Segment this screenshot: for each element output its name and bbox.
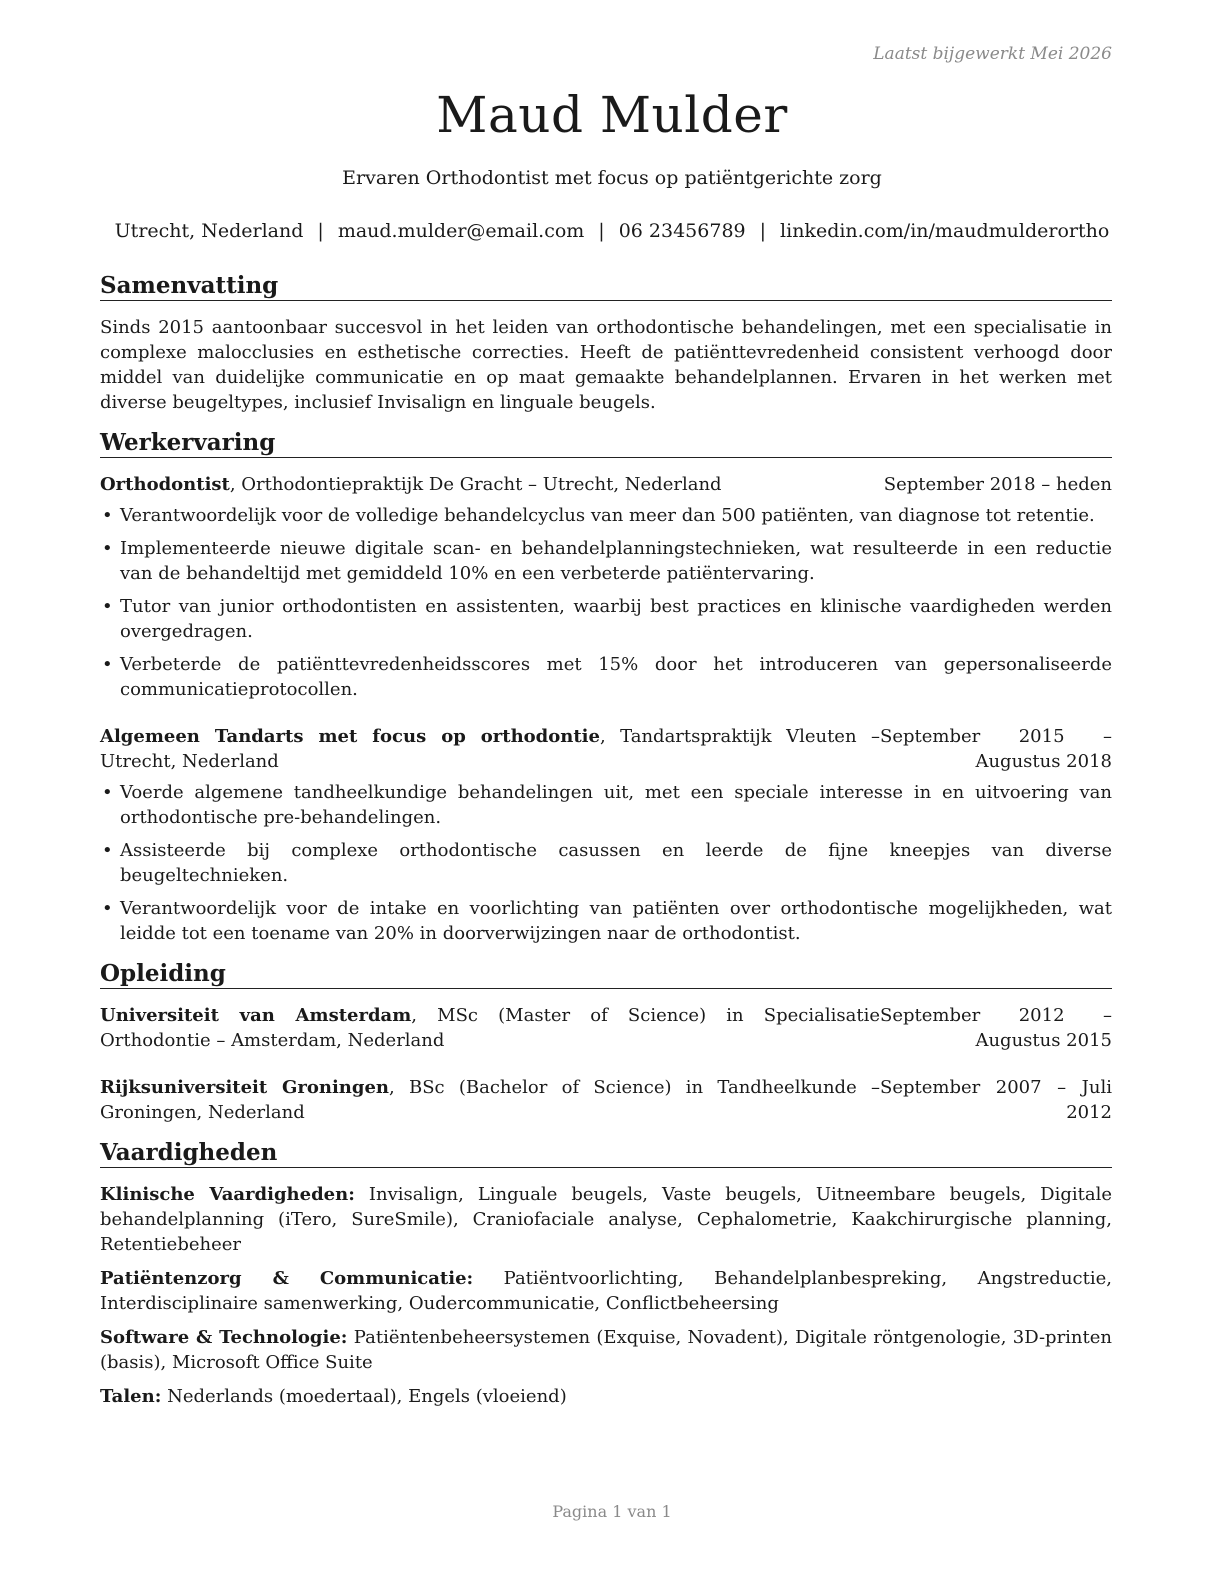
skill-text: Patiëntenbeheersystemen (Exquise, Novadent), Digitale röntgenologie, 3D-printen (basis), Microsoft Office Suite (100, 1327, 1113, 1373)
skill-label: Software & Technologie: (100, 1327, 348, 1348)
bullet-icon: • (102, 596, 113, 617)
list-item: • Implementeerde nieuwe digitale scan- en behandelplanningstechnieken, wat resulteerde in een reductie van de behandeltijd met gemiddeld 10% en een verbeterde patiëntervaring. (102, 538, 1112, 584)
last-updated: Laatst bijgewerkt Mei 2026 (873, 44, 1112, 64)
list-item: • Verantwoordelijk voor de intake en voorlichting van patiënten over orthodontische mogelijkheden, wat leidde tot een toename van 20% in doorverwijzingen naar de orthodontist. (102, 898, 1112, 944)
job-header (100, 724, 1112, 774)
job-entry (100, 472, 1112, 702)
skill-row (100, 1384, 1112, 1409)
job-role: Orthodontist (100, 474, 230, 495)
experience-section (100, 429, 1112, 946)
candidate-name: Maud Mulder (436, 86, 788, 144)
education-section (100, 960, 1112, 1125)
job-entry (100, 724, 1112, 946)
skill-label: Patiëntenzorg & Communicatie: (100, 1268, 474, 1289)
education-dates: September 2007 – Juli 2012 (880, 1077, 1112, 1123)
bullet-icon: • (102, 840, 113, 861)
list-item: • Tutor van junior orthodontisten en assistenten, waarbij best practices en klinische vaardigheden werden overgedragen. (102, 596, 1112, 642)
job-organization: , Tandartspraktijk Vleuten – Utrecht, Nederland (100, 726, 880, 772)
summary-text: Sinds 2015 aantoonbaar succesvol in het leiden van orthodontische behandelingen, met een specialisatie in complexe malocclusies en esthetische correcties. Heeft de patiënttevredenheid consistent verhoogd door middel van duidelijke communicatie en op maat gemaakte behandelplannen. Ervaren in het werken met diverse beugeltypes, inclusief Invisalign en linguale beugels. (100, 317, 1112, 413)
contact-email[interactable]: maud.mulder@email.com (337, 220, 585, 242)
list-item: • Assisteerde bij complexe orthodontische casussen en leerde de fijne kneepjes van diverse beugeltechnieken. (102, 840, 1112, 886)
bullet-icon: • (102, 782, 113, 803)
job-bullets (100, 780, 1112, 946)
job-bullets (100, 503, 1112, 702)
section-title: Werkervaring (100, 429, 1112, 458)
skill-label: Talen: (100, 1386, 162, 1407)
list-item: • Verantwoordelijk voor de volledige behandelcyclus van meer dan 500 patiënten, van diagnose tot retentie. (102, 505, 1095, 526)
page-number: Pagina 1 van 1 (552, 1502, 672, 1521)
contact-separator: | (598, 220, 605, 242)
section-title: Vaardigheden (100, 1139, 1112, 1168)
contact-separator: | (759, 220, 767, 242)
section-title: Opleiding (100, 960, 1112, 989)
job-dates: September 2015 – Augustus 2018 (880, 726, 1112, 772)
summary-section (100, 272, 1112, 415)
skill-text: Patiëntvoorlichting, Behandelplanbespreking, Angstreductie, Interdisciplinaire samenwerking, Oudercommunicatie, Conflictbeheersing (100, 1268, 1112, 1314)
degree: , MSc (Master of Science) in Specialisatie Orthodontie – Amsterdam, Nederland (100, 1005, 880, 1051)
contact-location: Utrecht, Nederland (114, 220, 304, 242)
education-entry (100, 1003, 1112, 1053)
degree: , BSc (Bachelor of Science) in Tandheelkunde – Groningen, Nederland (100, 1077, 880, 1123)
skill-label: Klinische Vaardigheden: (100, 1184, 355, 1205)
contact-linkedin[interactable]: linkedin.com/in/maudmulderortho (780, 220, 1110, 242)
skills-section (100, 1139, 1112, 1409)
skill-row (100, 1325, 1112, 1375)
contact-line (0, 220, 1224, 242)
contact-phone: 06 23456789 (618, 220, 746, 242)
tagline: Ervaren Orthodontist met focus op patiëntgerichte zorg (342, 167, 882, 189)
job-dates: September 2018 – heden (883, 474, 1112, 495)
education-dates: September 2012 – Augustus 2015 (880, 1005, 1112, 1051)
school-name: Universiteit van Amsterdam (100, 1005, 412, 1026)
job-organization: , Orthodontiepraktijk De Gracht – Utrecht, Nederland (229, 474, 722, 495)
skill-text: Nederlands (moedertaal), Engels (vloeiend) (161, 1386, 567, 1407)
bullet-icon: • (102, 898, 113, 919)
contact-separator: | (317, 220, 324, 242)
bullet-icon: • (102, 538, 113, 559)
list-item: • Voerde algemene tandheelkundige behandelingen uit, met een speciale interesse in en uitvoering van orthodontische pre-behandelingen. (102, 782, 1112, 828)
job-role: Algemeen Tandarts met focus op orthodontie (100, 726, 600, 747)
school-name: Rijksuniversiteit Groningen (100, 1077, 389, 1098)
skill-text: Invisalign, Linguale beugels, Vaste beugels, Uitneembare beugels, Digitale behandelplanning (iTero, SureSmile), Craniofaciale analyse, Cephalometrie, Kaakchirurgische planning, Retentiebeheer (100, 1184, 1113, 1255)
bullet-icon: • (102, 505, 113, 526)
list-item: • Verbeterde de patiënttevredenheidsscores met 15% door het introduceren van gepersonaliseerde communicatieprotocollen. (102, 654, 1112, 700)
resume-content (100, 272, 1112, 1423)
job-header (100, 472, 1112, 497)
skill-row (100, 1182, 1112, 1257)
bullet-icon: • (102, 654, 113, 675)
section-title: Samenvatting (100, 272, 1112, 301)
skill-row (100, 1266, 1112, 1316)
education-entry (100, 1075, 1112, 1125)
